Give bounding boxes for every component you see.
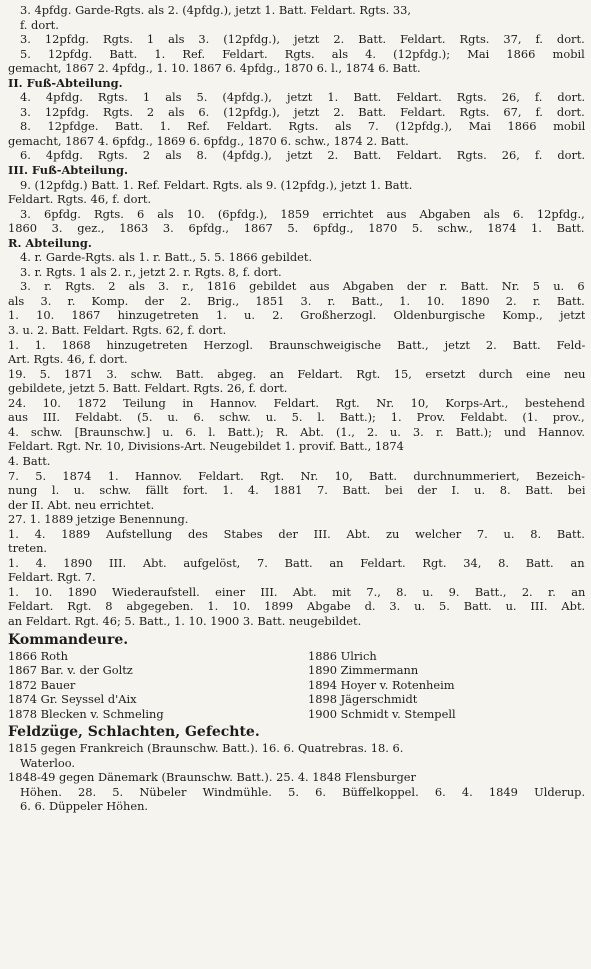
kommandeur-entry: 1900 Schmidt v. Stempell — [308, 706, 456, 721]
text-line: 3. r. Rgts. 1 als 2. r., jetzt 2. r. Rgts. 8, f. dort. — [20, 264, 282, 279]
text-line: 4. 4pfdg. Rgts. 1 als 5. (4pfdg.), jetzt 1. Batt. Feldart. Rgts. 26, f. dort. — [20, 90, 585, 105]
text-line: 4. Batt. — [8, 453, 51, 468]
kommandeur-entry: 1866 Roth — [8, 648, 68, 663]
text-line: 19. 5. 1871 3. schw. Batt. abgeg. an Feldart. Rgt. 15, ersetzt durch eine neu — [8, 366, 585, 381]
text-line: 1815 gegen Frankreich (Braunschw. Batt.). 16. 6. Quatrebras. 18. 6. — [8, 741, 404, 756]
text-line: Waterloo. — [20, 755, 76, 770]
text-line: 24. 10. 1872 Teilung in Hannov. Feldart. Rgt. Nr. 10, Korps-Art., bestehend — [8, 395, 585, 410]
feldzuege-heading: Feldzüge, Schlachten, Gefechte. — [8, 724, 260, 741]
text-line: Höhen. 28. 5. Nübeler Windmühle. 5. 6. Büffelkoppel. 6. 4. 1849 Ulderup. — [20, 784, 585, 799]
text-line: Feldart. Rgt. 8 abgegeben. 1. 10. 1899 Abgabe d. 3. u. 5. Batt. u. III. Abt. — [8, 599, 585, 614]
kommandeur-entry: 1890 Zimmermann — [308, 663, 419, 678]
text-line: aus III. Feldabt. (5. u. 6. schw. u. 5. l. Batt.); 1. Prov. Feldabt. (1. prov., — [8, 410, 585, 425]
section-heading: II. Fuß-Abteilung. — [8, 75, 123, 90]
text-line: an Feldart. Rgt. 46; 5. Batt., 1. 10. 1900 3. Batt. neugebildet. — [8, 613, 362, 628]
kommandeure-list — [8, 649, 585, 722]
text-line: 1848-49 gegen Dänemark (Braunschw. Batt.). 25. 4. 1848 Flensburger — [8, 770, 416, 785]
kommandeure-left-column — [8, 649, 308, 722]
text-line: 7. 5. 1874 1. Hannov. Feldart. Rgt. Nr. 10, Batt. durchnummeriert, Bezeich- — [8, 468, 585, 483]
text-line: 3. 12pfdg. Rgts. 2 als 6. (12pfdg.), jetzt 2. Batt. Feldart. Rgts. 67, f. dort. — [20, 104, 585, 119]
text-line: 27. 1. 1889 jetzige Benennung. — [8, 512, 189, 527]
text-line: gebildete, jetzt 5. Batt. Feldart. Rgts. 26, f. dort. — [8, 381, 288, 396]
text-line: 3. u. 2. Batt. Feldart. Rgts. 62, f. dort. — [8, 323, 227, 338]
text-line: als 3. r. Komp. der 2. Brig., 1851 3. r. Batt., 1. 10. 1890 2. r. Batt. — [8, 293, 585, 308]
text-line: 8. 12pfdge. Batt. 1. Ref. Feldart. Rgts. als 7. (12pfdg.), Mai 1866 mobil — [20, 119, 585, 134]
section-heading: R. Abteilung. — [8, 235, 92, 250]
text-line: 4. r. Garde-Rgts. als 1. r. Batt., 5. 5. 1866 gebildet. — [20, 250, 313, 265]
text-line: treten. — [8, 541, 48, 556]
text-line: 5. 12pfdg. Batt. 1. Ref. Feldart. Rgts. als 4. (12pfdg.); Mai 1866 mobil — [20, 46, 585, 61]
kommandeur-entry: 1886 Ulrich — [308, 648, 377, 663]
kommandeur-entry: 1872 Bauer — [8, 677, 76, 692]
kommandeure-right-column — [308, 649, 585, 722]
text-line: 1. 4. 1890 III. Abt. aufgelöst, 7. Batt. an Feldart. Rgt. 34, 8. Batt. an — [8, 555, 585, 570]
kommandeur-entry: 1898 Jägerschmidt — [308, 692, 418, 707]
text-line: gemacht, 1867 2. 4pfdg., 1. 10. 1867 6. 4pfdg., 1870 6. l., 1874 6. Batt. — [8, 61, 421, 76]
kommandeur-entry: 1894 Hoyer v. Rotenheim — [308, 677, 455, 692]
text-line: nung l. u. schw. fällt fort. 1. 4. 1881 7. Batt. bei der I. u. 8. Batt. bei — [8, 483, 585, 498]
text-line: f. dort. — [20, 17, 59, 32]
text-line: 3. 4pfdg. Garde-Rgts. als 2. (4pfdg.), jetzt 1. Batt. Feldart. Rgts. 33, — [20, 3, 412, 17]
kommandeure-heading: Kommandeure. — [8, 631, 129, 648]
text-line: 3. 12pfdg. Rgts. 1 als 3. (12pfdg.), jetzt 2. Batt. Feldart. Rgts. 37, f. dort. — [20, 32, 585, 47]
regiment-history-text — [8, 3, 585, 629]
text-line: Feldart. Rgt. Nr. 10, Divisions-Art. Neugebildet 1. provif. Batt., 1874 — [8, 439, 404, 454]
text-line: 6. 4pfdg. Rgts. 2 als 8. (4pfdg.), jetzt 2. Batt. Feldart. Rgts. 26, f. dort. — [20, 148, 585, 163]
text-line: 1. 10. 1867 hinzugetreten 1. u. 2. Großherzogl. Oldenburgische Komp., jetzt — [8, 308, 585, 323]
text-line: 3. r. Rgts. 2 als 3. r., 1816 gebildet aus Abgaben der r. Batt. Nr. 5 u. 6 — [20, 279, 585, 294]
text-line: 3. 6pfdg. Rgts. 6 als 10. (6pfdg.), 1859 errichtet aus Abgaben als 6. 12pfdg., — [20, 206, 585, 221]
text-line: gemacht, 1867 4. 6pfdg., 1869 6. 6pfdg., 1870 6. schw., 1874 2. Batt. — [8, 133, 409, 148]
feldzuege-text — [8, 741, 585, 814]
text-line: der II. Abt. neu errichtet. — [8, 497, 155, 512]
text-line: 1. 1. 1868 hinzugetreten Herzogl. Braunschweigische Batt., jetzt 2. Batt. Feld- — [8, 337, 585, 352]
kommandeur-entry: 1867 Bar. v. der Goltz — [8, 663, 133, 678]
text-line: Feldart. Rgts. 46, f. dort. — [8, 192, 152, 207]
text-line: 6. 6. Düppeler Höhen. — [20, 799, 149, 814]
text-line: 1. 10. 1890 Wiederaufstell. einer III. Abt. mit 7., 8. u. 9. Batt., 2. r. an — [8, 584, 585, 599]
text-line: 9. (12pfdg.) Batt. 1. Ref. Feldart. Rgts. als 9. (12pfdg.), jetzt 1. Batt. — [20, 177, 413, 192]
text-line: 4. schw. [Braunschw.] u. 6. l. Batt.); R. Abt. (1., 2. u. 3. r. Batt.); und Hannov. — [8, 424, 585, 439]
text-line: Feldart. Rgt. 7. — [8, 570, 96, 585]
section-heading: III. Fuß-Abteilung. — [8, 163, 128, 178]
text-line: 1. 4. 1889 Aufstellung des Stabes der III. Abt. zu welcher 7. u. 8. Batt. — [8, 526, 585, 541]
text-line: 1860 3. gez., 1863 3. 6pfdg., 1867 5. 6pfdg., 1870 5. schw., 1874 1. Batt. — [8, 221, 585, 236]
kommandeur-entry: 1878 Blecken v. Schmeling — [8, 706, 164, 721]
text-line: Art. Rgts. 46, f. dort. — [8, 352, 128, 367]
kommandeur-entry: 1874 Gr. Seyssel d'Aix — [8, 692, 137, 707]
